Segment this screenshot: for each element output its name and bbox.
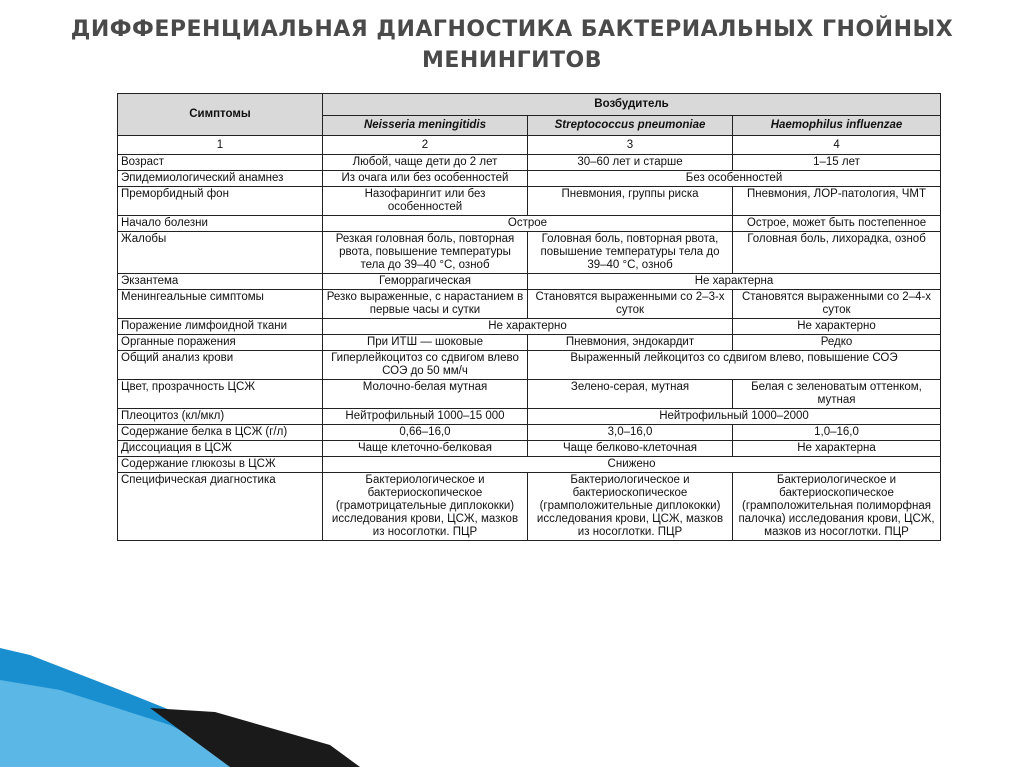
cell-neisseria: Чаще клеточно-белковая (323, 441, 528, 457)
row-label: Цвет, прозрачность ЦСЖ (118, 380, 323, 409)
cell-neisseria: Назофарингит или без особенностей (323, 187, 528, 216)
col-number-2: 2 (323, 136, 528, 155)
cell-streptococcus: Чаще белково-клеточная (528, 441, 733, 457)
table-row-exanthema (118, 274, 941, 290)
row-label: Общий анализ крови (118, 351, 323, 380)
row-label: Содержание белка в ЦСЖ (г/л) (118, 425, 323, 441)
col-number-1: 1 (118, 136, 323, 155)
cell-neisseria: При ИТШ — шоковые (323, 335, 528, 351)
cell-neisseria: Любой, чаще дети до 2 лет (323, 155, 528, 171)
table-row-age (118, 155, 941, 171)
cell-haemophilus: Не характерно (733, 319, 941, 335)
table-row-color (118, 380, 941, 409)
header-streptococcus: Streptococcus pneumoniae (528, 116, 733, 136)
header-neisseria: Neisseria meningitidis (323, 116, 528, 136)
cell-haemophilus: Белая с зеленоватым оттенком, мутная (733, 380, 941, 409)
cell-haemophilus: Редко (733, 335, 941, 351)
row-label: Эпидемиологический анамнез (118, 171, 323, 187)
cell-haemophilus: Острое, может быть постепенное (733, 216, 941, 232)
row-label: Специфическая диагностика (118, 473, 323, 541)
column-number-row (118, 136, 941, 155)
table-row-meningeal (118, 290, 941, 319)
diagnosis-table (117, 93, 941, 541)
cell-haemophilus: 1,0–16,0 (733, 425, 941, 441)
cell-neisseria: 0,66–16,0 (323, 425, 528, 441)
cell-neisseria: Геморрагическая (323, 274, 528, 290)
cell-haemophilus: Головная боль, лихорадка, озноб (733, 232, 941, 274)
cell-neisseria-streptococcus: Не характерно (323, 319, 733, 335)
cell-streptococcus: 30–60 лет и старше (528, 155, 733, 171)
cell-streptococcus: Становятся выраженными со 2–3-х суток (528, 290, 733, 319)
cell-streptococcus: Бактериологическое и бактериоскопическое (грамположительные диплококки) исследования крови, ЦСЖ, мазков из носоглотки. ПЦР (528, 473, 733, 541)
header-pathogen: Возбудитель (323, 94, 941, 116)
cell-neisseria: Резко выраженные, с нарастанием в первые часы и сутки (323, 290, 528, 319)
table-row-glucose (118, 457, 941, 473)
table-row-organ (118, 335, 941, 351)
cell-neisseria: Бактериологическое и бактериоскопическое (грамотрицательные диплококки) исследования крови, ЦСЖ, мазков из носоглотки. ПЦР (323, 473, 528, 541)
row-label: Поражение лимфоидной ткани (118, 319, 323, 335)
table-row-blood (118, 351, 941, 380)
row-label: Диссоциация в ЦСЖ (118, 441, 323, 457)
title-line-2: МЕНИНГИТОВ (421, 48, 603, 73)
cell-haemophilus: Не характерна (733, 441, 941, 457)
cell-all-pathogens: Снижено (323, 457, 941, 473)
cell-streptococcus: Пневмония, группы риска (528, 187, 733, 216)
table-row-protein (118, 425, 941, 441)
cell-neisseria: Резкая головная боль, повторная рвота, повышение температуры тела до 39–40 °С, озноб (323, 232, 528, 274)
row-label: Менингеальные симптомы (118, 290, 323, 319)
table-row-lymph (118, 319, 941, 335)
cell-streptococcus-haemophilus: Без особенностей (528, 171, 941, 187)
row-label: Экзантема (118, 274, 323, 290)
row-label: Органные поражения (118, 335, 323, 351)
row-label: Возраст (118, 155, 323, 171)
table-row-dissociation (118, 441, 941, 457)
cell-streptococcus-haemophilus: Нейтрофильный 1000–2000 (528, 409, 941, 425)
cell-streptococcus: Зелено-серая, мутная (528, 380, 733, 409)
page-title (0, 14, 1024, 76)
cell-haemophilus: Бактериологическое и бактериоскопическое (грамположительная полиморфная палочка) исследования крови, ЦСЖ, мазков из носоглотки. ПЦР (733, 473, 941, 541)
cell-neisseria: Из очага или без особенностей (323, 171, 528, 187)
row-label: Начало болезни (118, 216, 323, 232)
cell-haemophilus: Пневмония, ЛОР-патология, ЧМТ (733, 187, 941, 216)
cell-neisseria: Нейтрофильный 1000–15 000 (323, 409, 528, 425)
table-row-pleocytosis (118, 409, 941, 425)
cell-haemophilus: Становятся выраженными со 2–4-х суток (733, 290, 941, 319)
header-haemophilus: Haemophilus influenzae (733, 116, 941, 136)
cell-neisseria: Молочно-белая мутная (323, 380, 528, 409)
decor-light-wave (0, 680, 250, 767)
cell-streptococcus: Пневмония, эндокардит (528, 335, 733, 351)
row-label: Жалобы (118, 232, 323, 274)
decor-blue-wave (0, 648, 300, 767)
table-row-premorbid (118, 187, 941, 216)
table-row-complaints (118, 232, 941, 274)
cell-neisseria: Гиперлейкоцитоз со сдвигом влево СОЭ до 50 мм/ч (323, 351, 528, 380)
cell-streptococcus-haemophilus: Не характерна (528, 274, 941, 290)
cell-haemophilus: 1–15 лет (733, 155, 941, 171)
col-number-3: 3 (528, 136, 733, 155)
col-number-4: 4 (733, 136, 941, 155)
table-row-onset (118, 216, 941, 232)
header-symptoms: Симптомы (118, 94, 323, 136)
cell-streptococcus-haemophilus: Выраженный лейкоцитоз со сдвигом влево, повышение СОЭ (528, 351, 941, 380)
decor-dark-wave (150, 708, 360, 767)
row-label: Содержание глюкозы в ЦСЖ (118, 457, 323, 473)
row-label: Плеоцитоз (кл/мкл) (118, 409, 323, 425)
table-row-specific (118, 473, 941, 541)
table-header-row (118, 94, 941, 116)
cell-streptococcus: 3,0–16,0 (528, 425, 733, 441)
title-line-1: ДИФФЕРЕНЦИАЛЬНАЯ ДИАГНОСТИКА БАКТЕРИАЛЬНЫХ ГНОЙНЫХ (70, 17, 954, 42)
cell-streptococcus: Головная боль, повторная рвота, повышение температуры тела до 39–40 °С, озноб (528, 232, 733, 274)
row-label: Преморбидный фон (118, 187, 323, 216)
cell-neisseria-streptococcus: Острое (323, 216, 733, 232)
table-row-epid (118, 171, 941, 187)
